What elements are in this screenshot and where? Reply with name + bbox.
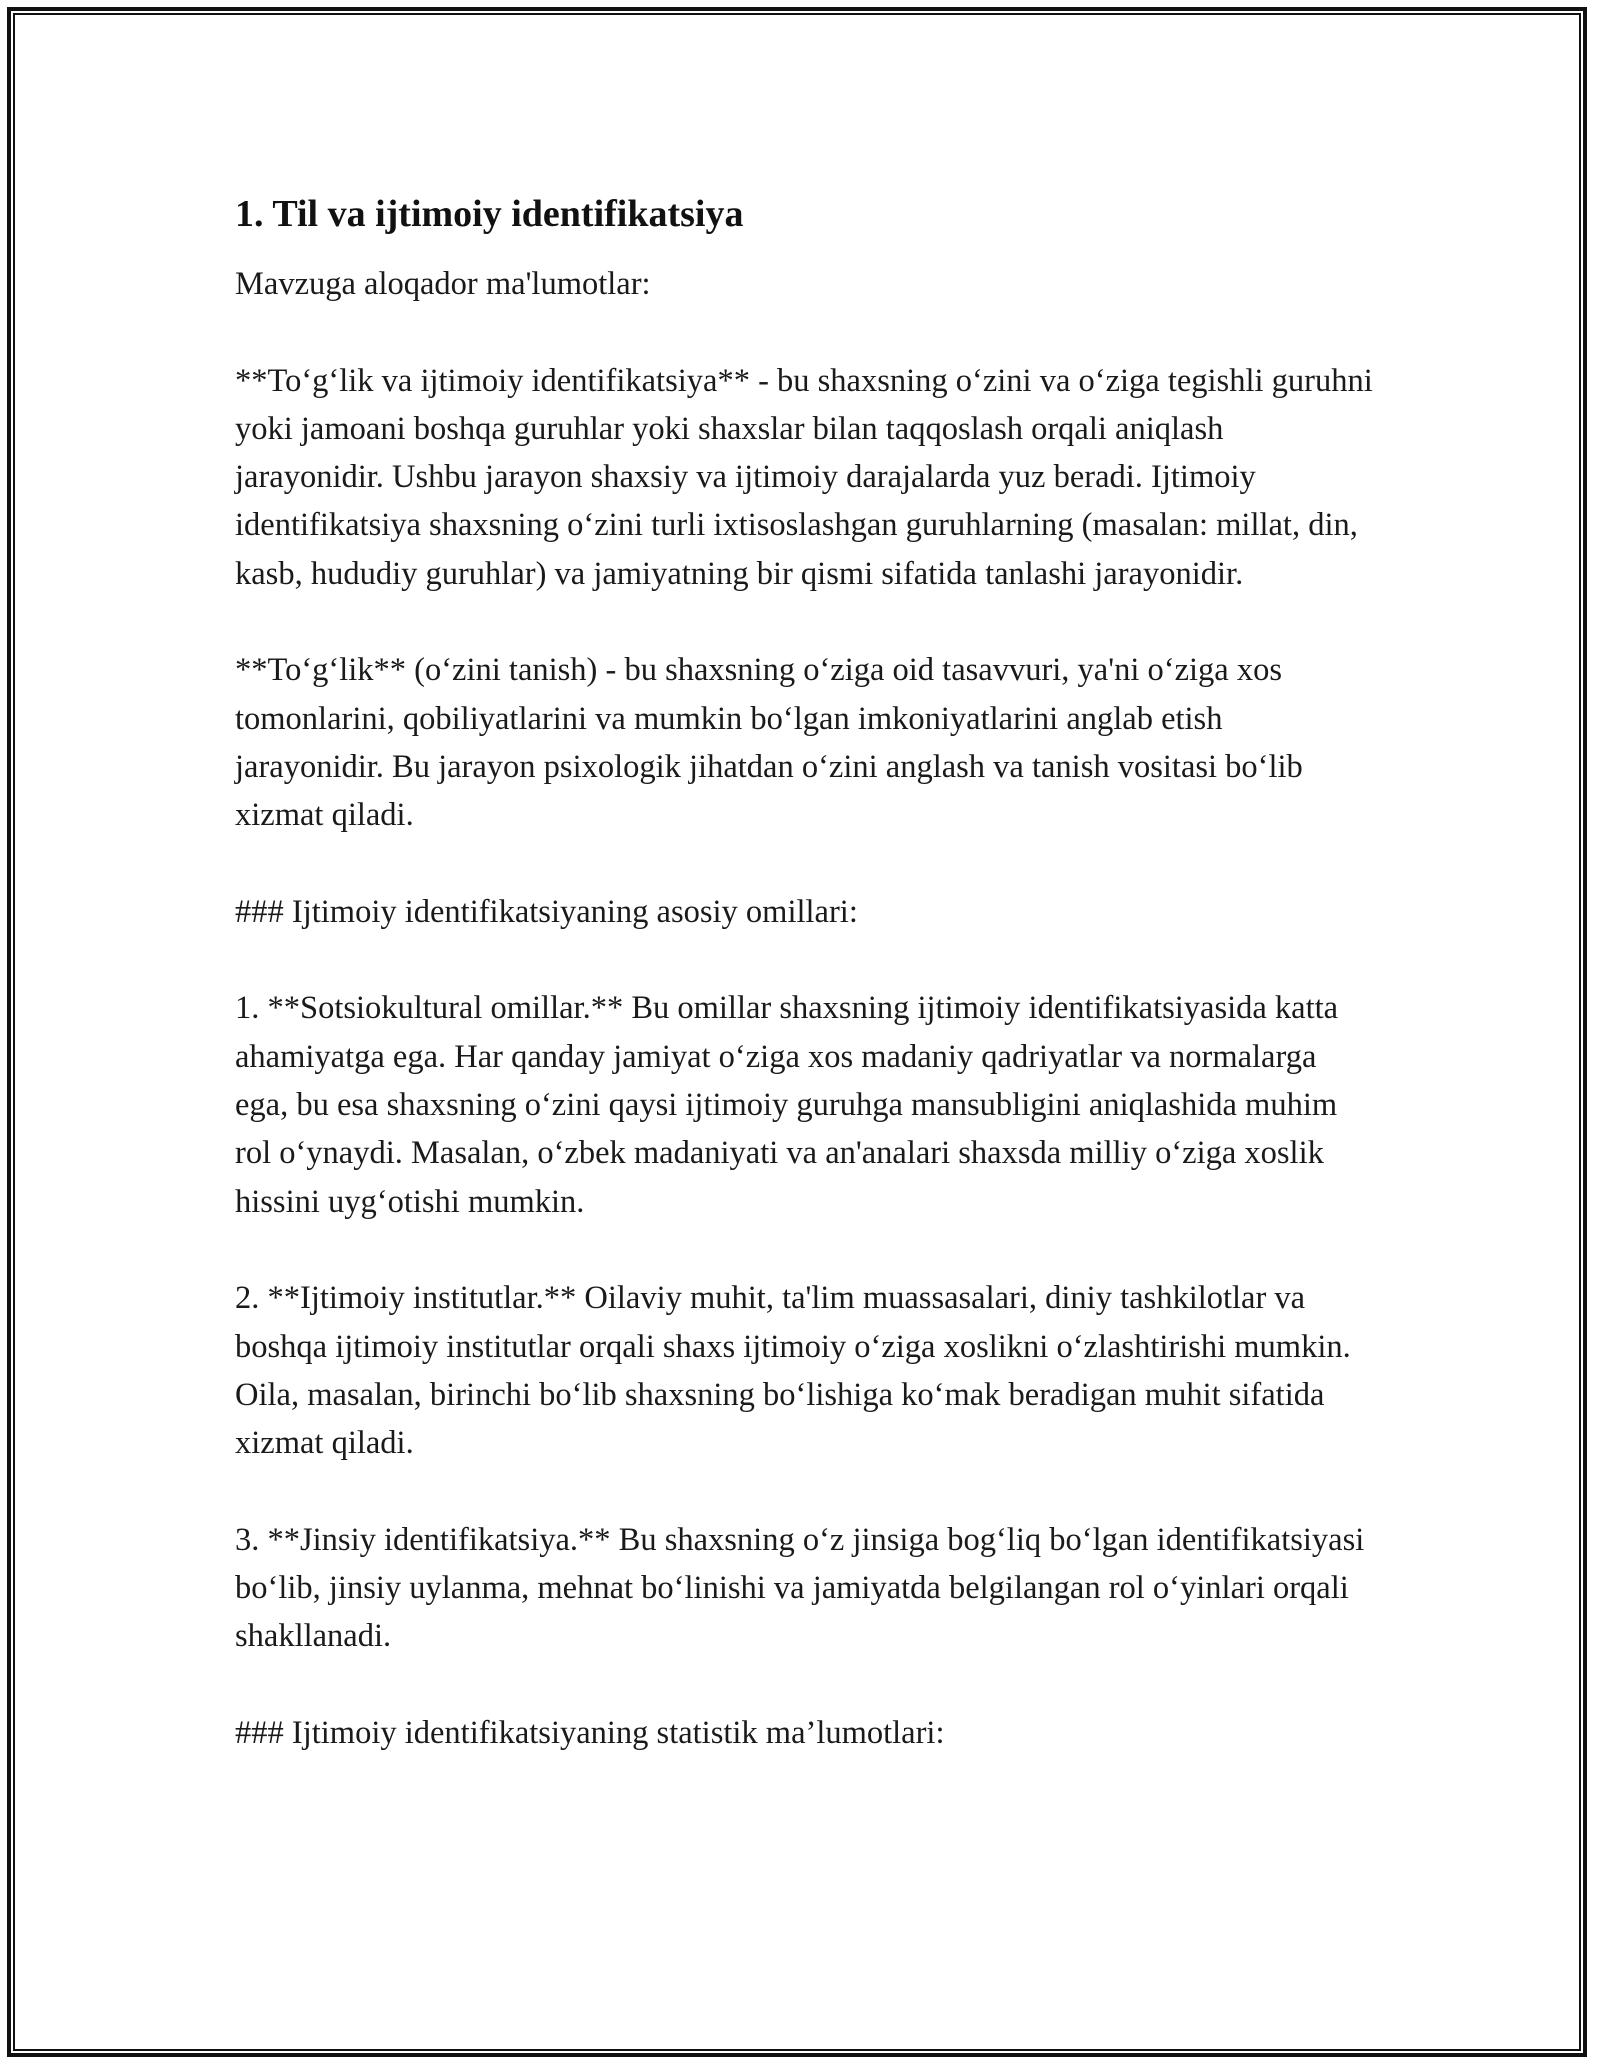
intro-line: Mavzuga aloqador ma'lumotlar: [235, 266, 651, 302]
list-item-social-institutions: 2. **Ijtimoiy institutlar.** Oilaviy muhit, ta'lim muassasalari, diniy tashkilotlar va boshqa ijtimoiy institutlar orqali shaxs ijtimoiy o‘ziga xoslikni o‘zlashtirishi mumkin. Oila, masalan, birinchi bo‘lib shaxsning bo‘lishiga ko‘mak beradigan muhit sifatida xizmat qiladi. [235, 1280, 1351, 1462]
page-title: 1. Til va ijtimoiy identifikatsiya [235, 193, 744, 235]
list-item-sociocultural: 1. **Sotsiokultural omillar.** Bu omillar shaxsning ijtimoiy identifikatsiyasida katta ahamiyatga ega. Har qanday jamiyat o‘ziga xos madaniy qadriyatlar va normalarga ega, bu esa shaxsning o‘zini qaysi ijtimoiy guruhga mansubligini aniqlashida muhim rol o‘ynaydi. Masalan, o‘zbek madaniyati va an'analari shaxsda milliy o‘ziga xoslik hissini uyg‘otishi mumkin. [235, 990, 1339, 1220]
heading-statistics: ### Ijtimoiy identifikatsiyaning statistik ma’lumotlari: [235, 1714, 945, 1751]
list-item-gender-identity: 3. **Jinsiy identifikatsiya.** Bu shaxsning o‘z jinsiga bog‘liq bo‘lgan identifikatsiyasi bo‘lib, jinsiy uylanma, mehnat bo‘linishi va jamiyatda belgilangan rol o‘yinlari orqali shakllanadi. [235, 1521, 1365, 1655]
heading-main-factors: ### Ijtimoiy identifikatsiyaning asosiy omillari: [235, 893, 858, 930]
paragraph-self-awareness: **To‘g‘lik** (o‘zini tanish) - bu shaxsning o‘ziga oid tasavvuri, ya'ni o‘ziga xos tomonlarini, qobiliyatlarini va mumkin bo‘lgan imkoniyatlarini anglab etish jarayonidir. Bu jarayon psixologik jihatdan o‘zini anglash va tanish vositasi bo‘lib xizmat qiladi. [235, 652, 1303, 834]
document-body [235, 190, 1375, 1806]
paragraph-identity-definition: **To‘g‘lik va ijtimoiy identifikatsiya** - bu shaxsning o‘zini va o‘ziga tegishli guruhni yoki jamoani boshqa guruhlar yoki shaxslar bilan taqqoslash orqali aniqlash jarayonidir. Ushbu jarayon shaxsiy va ijtimoiy darajalarda yuz beradi. Ijtimoiy identifikatsiya shaxsning o‘zini turli ixtisoslashgan guruhlarning (masalan: millat, din, kasb, hududiy guruhlar) va jamiyatning bir qismi sifatida tanlashi jarayonidir. [235, 362, 1373, 592]
